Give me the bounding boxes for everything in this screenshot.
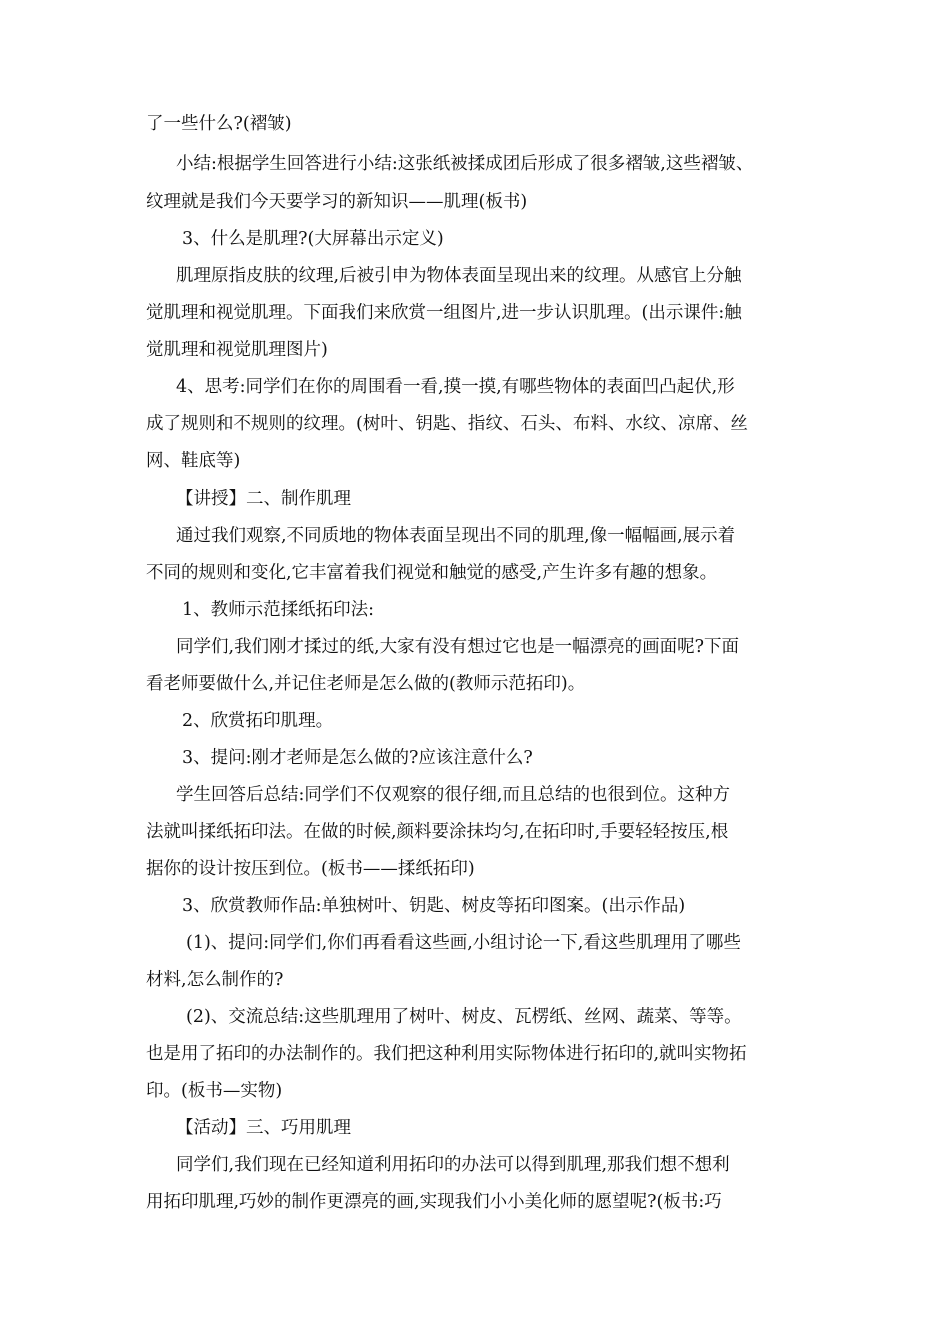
sub-item: (1)、提问:同学们,你们再看看这些画,小组讨论一下,看这些肌理用了哪些 [186,933,741,953]
section-heading: 【讲授】二、制作肌理 [176,489,351,509]
text-line: 了一些什么?(褶皱) [146,114,292,134]
text-line: 也是用了拓印的办法制作的。我们把这种利用实际物体进行拓印的,就叫实物拓 [146,1044,747,1064]
text-line: 网、鞋底等) [146,451,241,471]
text-line: 小结:根据学生回答进行小结:这张纸被揉成团后形成了很多褶皱,这些褶皱、 [176,154,754,174]
text-line: 据你的设计按压到位。(板书——揉纸拓印) [146,859,475,879]
numbered-item: 3、什么是肌理?(大屏幕出示定义) [182,229,444,249]
text-line: 看老师要做什么,并记住老师是怎么做的(教师示范拓印)。 [146,674,586,694]
text-line: 成了规则和不规则的纹理。(树叶、钥匙、指纹、石头、布料、水纹、凉席、丝 [146,414,748,434]
section-heading: 【活动】三、巧用肌理 [176,1118,351,1138]
text-line: 肌理原指皮肤的纹理,后被引申为物体表面呈现出来的纹理。从感官上分触 [176,266,742,286]
text-line: 法就叫揉纸拓印法。在做的时候,颜料要涂抹均匀,在拓印时,手要轻轻按压,根 [146,822,729,842]
text-line: 通过我们观察,不同质地的物体表面呈现出不同的肌理,像一幅幅画,展示着 [176,526,736,546]
text-line: 印。(板书—实物) [146,1081,283,1101]
text-line: 材料,怎么制作的? [146,970,284,990]
text-line: 觉肌理和视觉肌理。下面我们来欣赏一组图片,进一步认识肌理。(出示课件:触 [146,303,742,323]
text-line: 纹理就是我们今天要学习的新知识——肌理(板书) [146,192,528,212]
text-line: 学生回答后总结:同学们不仅观察的很仔细,而且总结的也很到位。这种方 [176,785,730,805]
numbered-item: 2、欣赏拓印肌理。 [182,711,334,731]
numbered-item: 1、教师示范揉纸拓印法: [182,600,375,620]
text-line: 同学们,我们现在已经知道利用拓印的办法可以得到肌理,那我们想不想利 [176,1155,730,1175]
numbered-item: 4、思考:同学们在你的周围看一看,摸一摸,有哪些物体的表面凹凸起伏,形 [176,377,735,397]
text-line: 同学们,我们刚才揉过的纸,大家有没有想过它也是一幅漂亮的画面呢?下面 [176,637,740,657]
numbered-item: 3、提问:刚才老师是怎么做的?应该注意什么? [182,748,533,768]
text-line: 用拓印肌理,巧妙的制作更漂亮的画,实现我们小小美化师的愿望呢?(板书:巧 [146,1192,722,1212]
text-line: 觉肌理和视觉肌理图片) [146,340,328,360]
numbered-item: 3、欣赏教师作品:单独树叶、钥匙、树皮等拓印图案。(出示作品) [182,896,686,916]
sub-item: (2)、交流总结:这些肌理用了树叶、树皮、瓦楞纸、丝网、蔬菜、等等。 [186,1007,742,1027]
text-line: 不同的规则和变化,它丰富着我们视觉和触觉的感受,产生许多有趣的想象。 [146,563,718,583]
